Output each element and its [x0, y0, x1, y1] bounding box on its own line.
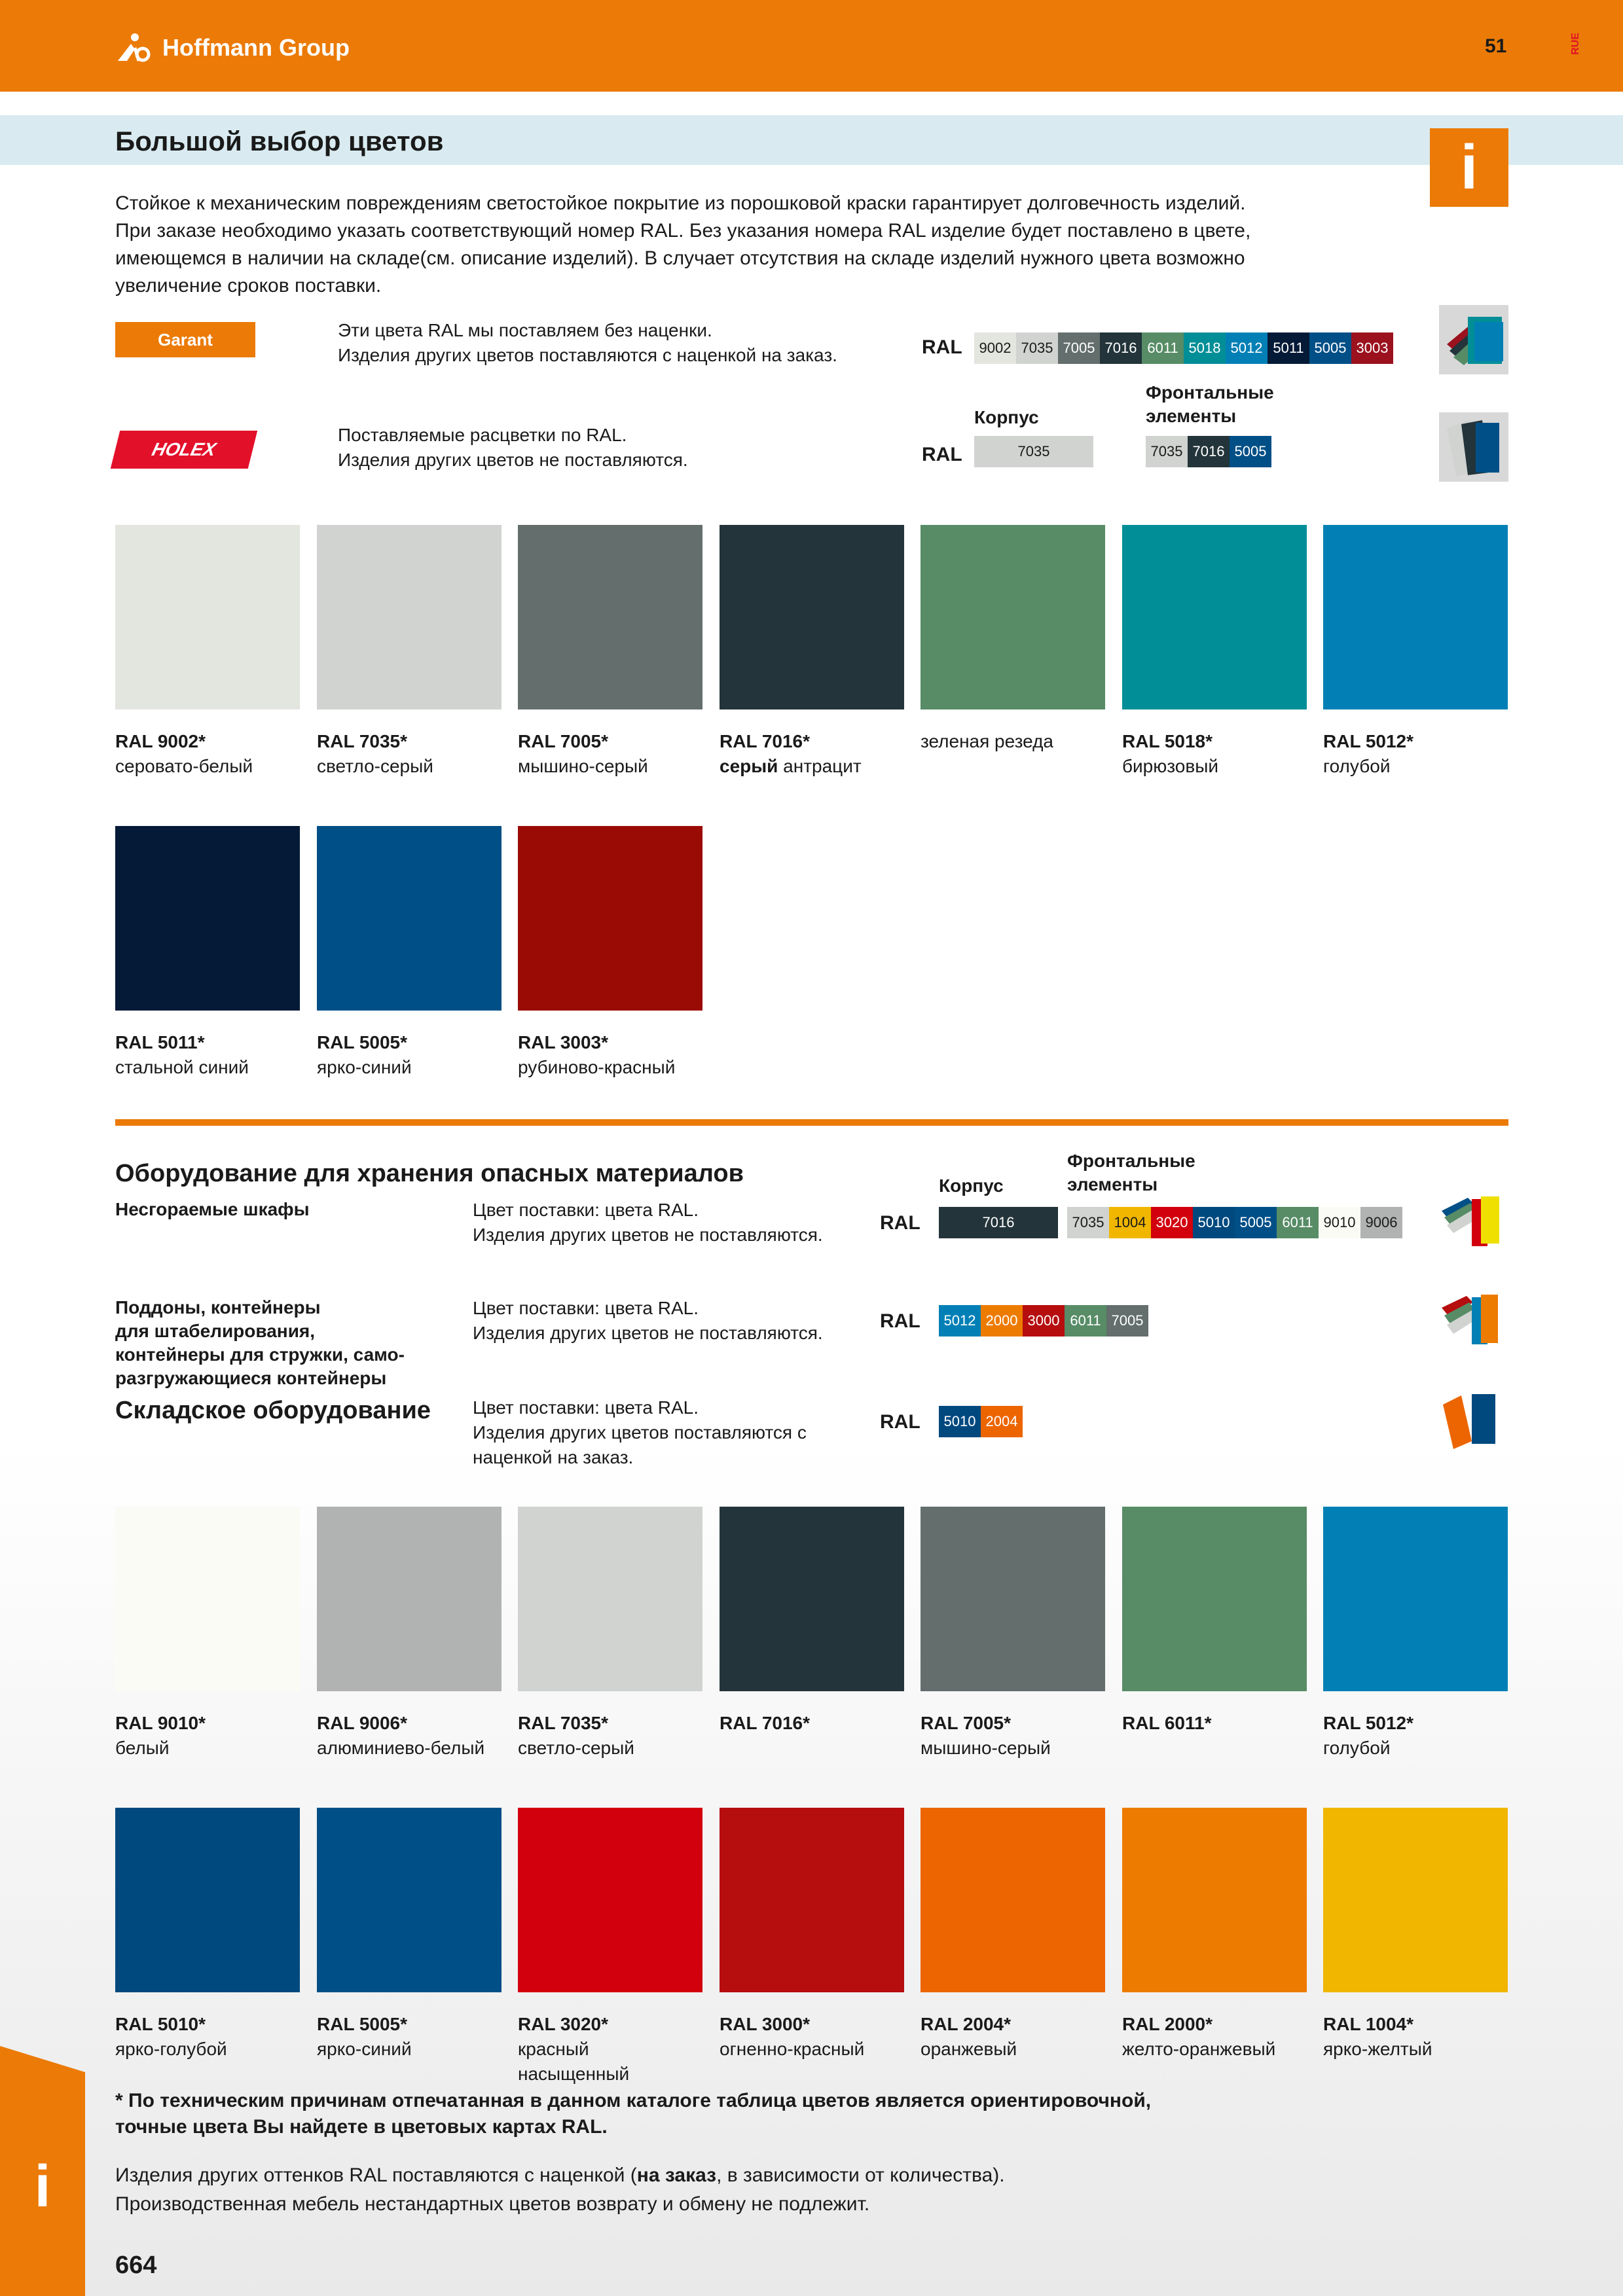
swatch-label — [1323, 729, 1520, 779]
ral-chip: 5012 — [1226, 332, 1267, 364]
color-swatch — [921, 1507, 1105, 1691]
holex-color-sample-thumbnail — [1439, 412, 1508, 482]
color-name-text: алюминиево-белый — [317, 1738, 485, 1758]
color-name — [1122, 754, 1319, 779]
ral-chip: 9002 — [974, 332, 1016, 364]
page-number: 664 — [115, 2251, 157, 2279]
cabinet-color-sample-thumbnail — [1435, 1185, 1504, 1254]
color-name — [720, 2037, 916, 2062]
ral-chip: 9006 — [1360, 1207, 1402, 1238]
color-swatch — [518, 1507, 702, 1691]
equipment-note — [473, 1198, 823, 1247]
color-name-text: огненно-красный — [720, 2039, 865, 2059]
heading-line: контейнеры для стружки, само- — [115, 1344, 405, 1365]
color-name — [115, 1055, 312, 1080]
note-line: Изделия других цветов не поставляются. — [473, 1225, 823, 1245]
equipment-note — [473, 1395, 807, 1470]
heading-line: Поддоны, контейнеры — [115, 1297, 321, 1318]
ral-chip: 7016 — [1188, 436, 1230, 467]
front-label-line: элементы — [1067, 1174, 1158, 1194]
note-line: Изделия других цветов не поставляются. — [473, 1323, 823, 1343]
color-swatch — [1122, 1808, 1307, 1992]
ral-code: RAL 6011* — [1122, 1713, 1212, 1733]
color-cards-icon — [1439, 412, 1508, 482]
ral-code: RAL 7016* — [720, 731, 811, 751]
holex-body-label: Корпус — [974, 407, 1039, 427]
ral-code: RAL 1004* — [1323, 2014, 1414, 2034]
color-name — [1323, 2037, 1520, 2062]
cabinet-front-chip-strip — [1067, 1207, 1402, 1238]
color-name-text: стальной синий — [115, 1057, 249, 1077]
color-swatch — [317, 826, 501, 1011]
color-name-text: голубой — [1323, 756, 1391, 776]
container-color-sample-thumbnail — [1435, 1284, 1504, 1354]
color-swatch — [115, 1808, 300, 1992]
swatch-label — [317, 2012, 513, 2062]
footer-note — [115, 2161, 1425, 2219]
color-swatch — [1122, 525, 1307, 709]
color-name-text: ярко-синий — [317, 2039, 412, 2059]
color-name — [1323, 1736, 1520, 1761]
footer-note-text: Изделия других оттенков RAL поставляются с наценкой ( — [115, 2164, 637, 2186]
language-code: RUE — [1570, 33, 1581, 55]
color-name — [720, 754, 916, 779]
swatch-label — [921, 2012, 1117, 2062]
footer-note-text: , в зависимости от количества). — [716, 2164, 1005, 2186]
footnote-line: * По техническим причинам отпечатанная в данном каталоге таблица цветов является ориентировочной, — [115, 2090, 1152, 2111]
ral-chip: 7005 — [1058, 332, 1100, 364]
holex-logo — [111, 431, 257, 469]
garant-chip-strip — [974, 332, 1393, 364]
info-icon: i — [34, 2154, 51, 2219]
color-name — [1323, 754, 1520, 779]
swatch-label — [720, 729, 916, 779]
footnote — [115, 2088, 1425, 2140]
equipment-heading — [115, 1296, 456, 1390]
color-name-text: антрацит — [778, 756, 862, 776]
ral-code: RAL 3000* — [720, 2014, 811, 2034]
intro-text — [115, 190, 1412, 300]
color-cards-icon — [1435, 1385, 1504, 1454]
color-name-text: зеленая резеда — [921, 731, 1053, 751]
ral-label: RAL — [922, 444, 962, 465]
ral-code: RAL 5005* — [317, 1032, 408, 1052]
swatch-label — [720, 2012, 916, 2062]
ral-chip: 6011 — [1277, 1207, 1319, 1238]
hoffmann-logo-icon — [115, 32, 157, 63]
color-name-text: красный — [518, 2039, 589, 2059]
section-title: Оборудование для хранения опасных материалов — [115, 1160, 744, 1187]
footer-note-line — [115, 2161, 1425, 2190]
intro-line: имеющемся в наличии на складе(см. описание изделий). В случает отсутствия на складе изделий нужного цвета возможно — [115, 247, 1245, 269]
holex-front-chip-strip — [1146, 436, 1271, 467]
footer-note-bold: на заказ — [636, 2164, 717, 2186]
swatch-label — [1122, 2012, 1319, 2062]
color-name — [115, 1736, 312, 1761]
hoffmann-logo — [115, 25, 350, 71]
note-line: Изделия других цветов поставляются с — [473, 1422, 807, 1443]
color-name — [518, 2037, 714, 2062]
color-swatch — [317, 1507, 501, 1691]
color-swatch — [518, 826, 702, 1011]
ral-code: RAL 2000* — [1122, 2014, 1213, 2034]
color-name-text: рубиново-красный — [518, 1057, 676, 1077]
color-swatch — [720, 525, 904, 709]
garant-color-sample-thumbnail — [1439, 305, 1508, 374]
ral-code: RAL 7035* — [518, 1713, 609, 1733]
color-swatch — [1122, 1507, 1307, 1691]
cabinet-body-chip-strip — [939, 1207, 1058, 1238]
ral-chip: 5010 — [1193, 1207, 1235, 1238]
color-swatch — [921, 525, 1105, 709]
ral-chip: 7035 — [1146, 436, 1188, 467]
garant-brand: Garant — [158, 329, 213, 350]
color-swatch — [518, 525, 702, 709]
section-title: Большой выбор цветов — [115, 126, 444, 156]
section-divider — [115, 1119, 1508, 1126]
swatch-label — [1122, 729, 1319, 779]
ral-chip: 5005 — [1230, 436, 1271, 467]
section2-front-label — [1067, 1149, 1195, 1196]
garant-note-line: Эти цвета RAL мы поставляем без наценки. — [338, 320, 712, 340]
front-label-line: Фронтальные — [1067, 1151, 1195, 1171]
ral-chip: 5005 — [1235, 1207, 1277, 1238]
container-chip-strip — [939, 1305, 1148, 1336]
ral-code: RAL 9006* — [317, 1713, 408, 1733]
color-name-text: мышино-серый — [921, 1738, 1051, 1758]
heading-line: Несгораемые шкафы — [115, 1199, 310, 1219]
color-name-text: белый — [115, 1738, 170, 1758]
color-name-text: ярко-синий — [317, 1057, 412, 1077]
color-name — [518, 1736, 714, 1761]
ral-chip: 5012 — [939, 1305, 981, 1336]
swatch-label — [115, 2012, 312, 2062]
color-name — [317, 1736, 513, 1761]
swatch-label — [1323, 1711, 1520, 1761]
ral-code: RAL 7005* — [921, 1713, 1012, 1733]
ral-code: RAL 3003* — [518, 1032, 609, 1052]
color-name-text: светло-серый — [317, 756, 433, 776]
intro-line: При заказе необходимо указать соответствующий номер RAL. Без указания номера RAL изделие будет поставлено в цвете, — [115, 220, 1251, 242]
ral-chip: 2000 — [981, 1305, 1023, 1336]
color-swatch — [720, 1808, 904, 1992]
holex-body-chip-strip — [974, 436, 1093, 467]
equipment-note — [473, 1296, 823, 1346]
swatch-label — [317, 729, 513, 779]
ral-chip: 9010 — [1319, 1207, 1360, 1238]
swatch-label — [317, 1711, 513, 1761]
holex-brand: HOLEX — [150, 439, 219, 459]
ral-chip: 5005 — [1309, 332, 1351, 364]
color-name-text: светло-серый — [518, 1738, 634, 1758]
color-name — [1122, 2037, 1319, 2062]
holex-front-label — [1146, 381, 1274, 428]
color-cards-icon — [1435, 1185, 1504, 1254]
info-icon: i — [1430, 128, 1508, 207]
front-label-line: элементы — [1146, 406, 1237, 426]
color-swatch — [115, 525, 300, 709]
holex-note-line: Поставляемые расцветки по RAL. — [338, 425, 627, 445]
equipment-heading — [115, 1198, 456, 1221]
swatch-label — [921, 729, 1117, 754]
ral-code: RAL 5018* — [1122, 731, 1213, 751]
color-name — [518, 754, 714, 779]
ral-chip: 3020 — [1151, 1207, 1193, 1238]
ral-code: RAL 7005* — [518, 731, 609, 751]
ral-chip: 7016 — [1100, 332, 1142, 364]
color-swatch — [921, 1808, 1105, 1992]
color-name-text: ярко-голубой — [115, 2039, 227, 2059]
swatch-label — [518, 1711, 714, 1761]
color-name-text: мышино-серый — [518, 756, 648, 776]
section2-body-label: Корпус — [939, 1175, 1004, 1196]
color-name — [921, 1736, 1117, 1761]
color-name-text: оранжевый — [921, 2039, 1017, 2059]
color-swatch — [518, 1808, 702, 1992]
color-name-text: желто-оранжевый — [1122, 2039, 1276, 2059]
intro-line: увеличение сроков поставки. — [115, 275, 382, 296]
color-swatch — [1323, 1507, 1508, 1691]
ral-chip: 7005 — [1106, 1305, 1148, 1336]
ral-code: RAL 2004* — [921, 2014, 1012, 2034]
color-name — [518, 1055, 714, 1080]
swatch-label — [115, 1030, 312, 1080]
color-swatch — [317, 1808, 501, 1992]
header-page-number: 51 — [1485, 35, 1507, 57]
note-line: наценкой на заказ. — [473, 1447, 634, 1467]
note-line: Цвет поставки: цвета RAL. — [473, 1200, 699, 1220]
swatch-label — [518, 2012, 714, 2087]
footer-note-line: Производственная мебель нестандартных цветов возврату и обмену не подлежит. — [115, 2193, 870, 2215]
ral-label: RAL — [880, 1212, 921, 1234]
garant-note — [338, 318, 837, 368]
color-name-text: голубой — [1323, 1738, 1391, 1758]
swatch-label — [518, 729, 714, 779]
color-swatch — [720, 1507, 904, 1691]
equipment-heading — [115, 1397, 482, 1425]
color-swatch — [1323, 1808, 1508, 1992]
swatch-label — [1323, 2012, 1520, 2062]
swatch-label — [720, 1711, 916, 1736]
swatch-label — [921, 1711, 1117, 1761]
ral-label: RAL — [922, 336, 962, 358]
ral-code: RAL 5012* — [1323, 1713, 1414, 1733]
color-swatch — [1323, 525, 1508, 709]
ral-code: RAL 5011* — [115, 1032, 205, 1052]
ral-chip: 5018 — [1184, 332, 1226, 364]
color-name — [921, 729, 1117, 754]
heading-line: Складское оборудование — [115, 1397, 431, 1424]
swatch-label — [115, 729, 312, 779]
note-line: Цвет поставки: цвета RAL. — [473, 1298, 699, 1318]
ral-code: RAL 5010* — [115, 2014, 206, 2034]
brand-name: Hoffmann Group — [162, 34, 350, 61]
swatch-label — [1122, 1711, 1319, 1736]
ral-chip: 7016 — [939, 1207, 1058, 1238]
ral-chip: 1004 — [1109, 1207, 1151, 1238]
heading-line: разгружающиеся контейнеры — [115, 1368, 387, 1388]
color-name-bold: серый — [720, 756, 778, 776]
ral-chip: 6011 — [1065, 1305, 1106, 1336]
ral-label: RAL — [880, 1310, 921, 1332]
swatch-label — [317, 1030, 513, 1080]
intro-line: Стойкое к механическим повреждениям светостойкое покрытие из порошковой краски гарантирует долговечность изделий. — [115, 192, 1246, 214]
color-name — [921, 2037, 1117, 2062]
ral-chip: 7035 — [1067, 1207, 1109, 1238]
holex-note-line: Изделия других цветов не поставляются. — [338, 450, 688, 470]
color-name-text: бирюзовый — [1122, 756, 1218, 776]
ral-chip: 5010 — [939, 1406, 981, 1437]
storage-color-sample-thumbnail — [1435, 1385, 1504, 1454]
swatch-label — [518, 1030, 714, 1080]
color-name — [115, 2037, 312, 2062]
footnote-line: точные цвета Вы найдете в цветовых картах RAL. — [115, 2116, 608, 2138]
front-label-line: Фронтальные — [1146, 382, 1274, 403]
color-swatch — [115, 826, 300, 1011]
holex-note — [338, 423, 688, 473]
ral-chip: 3000 — [1023, 1305, 1065, 1336]
ral-code: RAL 5005* — [317, 2014, 408, 2034]
ral-code: RAL 5012* — [1323, 731, 1414, 751]
color-cards-icon — [1435, 1284, 1504, 1354]
garant-note-line: Изделия других цветов поставляются с наценкой на заказ. — [338, 345, 837, 365]
ral-code: RAL 9002* — [115, 731, 206, 751]
ral-chip: 7035 — [1016, 332, 1058, 364]
ral-chip: 3003 — [1351, 332, 1393, 364]
ral-chip: 2004 — [981, 1406, 1023, 1437]
ral-code: RAL 7035* — [317, 731, 408, 751]
note-line: Цвет поставки: цвета RAL. — [473, 1397, 699, 1418]
storage-chip-strip — [939, 1406, 1023, 1437]
ral-chip: 6011 — [1142, 332, 1184, 364]
ral-code: RAL 7016* — [720, 1713, 811, 1733]
ral-code: RAL 9010* — [115, 1713, 206, 1733]
color-name: насыщенный — [518, 2064, 630, 2084]
color-name-text: ярко-желтый — [1323, 2039, 1432, 2059]
color-name — [317, 2037, 513, 2062]
ral-chip: 7035 — [974, 436, 1093, 467]
swatch-label — [115, 1711, 312, 1761]
color-name — [317, 1055, 513, 1080]
color-name — [317, 754, 513, 779]
color-swatch — [317, 525, 501, 709]
heading-line: для штабелирования, — [115, 1321, 316, 1341]
garant-logo — [115, 322, 255, 357]
color-name-text: серовато-белый — [115, 756, 253, 776]
ral-code: RAL 3020* — [518, 2014, 609, 2034]
color-swatch — [115, 1507, 300, 1691]
color-cards-icon — [1439, 305, 1508, 374]
ral-chip: 5011 — [1267, 332, 1309, 364]
ral-label: RAL — [880, 1411, 921, 1433]
color-name — [115, 754, 312, 779]
